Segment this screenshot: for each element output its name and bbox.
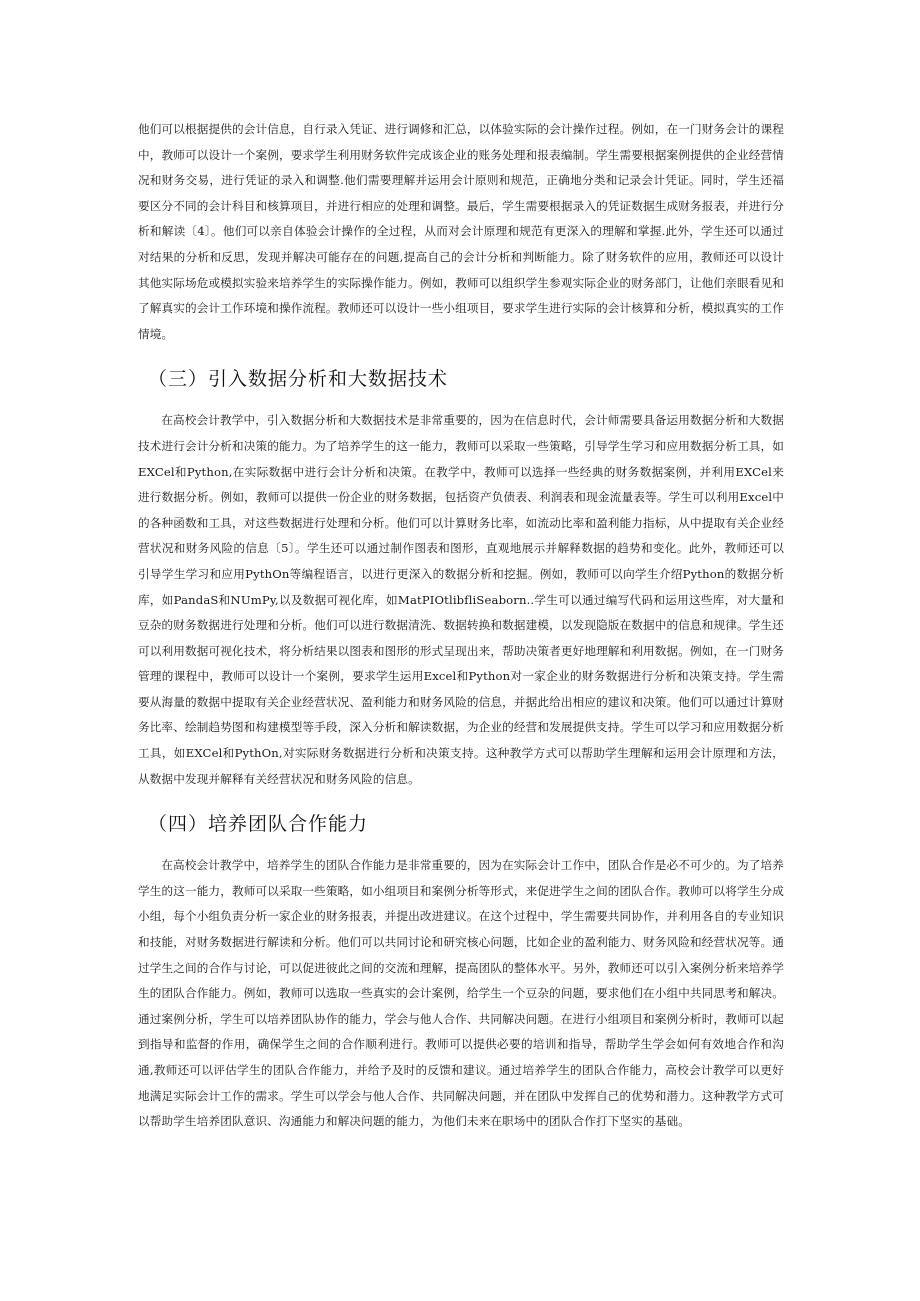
document-page (138, 117, 784, 1135)
section-heading-4: （四）培养团队合作能力 (148, 813, 369, 836)
section-heading-3: （三）引入数据分析和大数据技术 (148, 368, 449, 391)
paragraph-section-3: 在高校会计教学中，引入数据分析和大数据技术是非常重要的，因为在信息时代，会计师需要具备运用数据分析和大数据技术进行会计分析和决策的能力。为了培养学生的这一能力，教师可以采取一些策略，引导学生学习和应用数据分析工具，如EXCel和Python,在实际数据中进行会计分析和决策。在教学中，教师可以选择一些经典的财务数据案例，并利用EXCel来进行数据分析。例如，教师可以提供一份企业的财务数据，包括资产负债表、利润表和现金流量表等。学生可以利用Excel中的各种函数和工具，对这些数据进行处理和分析。他们可以计算财务比率，如流动比率和盈利能力指标，从中提取有关企业经营状况和财务风险的信息〔5〕。学生还可以通过制作图表和图形，直观地展示并解释数据的趋势和变化。此外，教师还可以引导学生学习和应用PythOn等编程语言，以进行更深入的数据分析和挖掘。例如，教师可以向学生介绍Python的数据分析库，如PandaS和NUmPy,以及数据可视化库，如MatPIOtlibfliSeaborn..学生可以通过编写代码和运用这些库，对大量和豆杂的财务数据进行处理和分析。他们可以进行数据清洗、数据转换和数据建模，以发现隐版在数据中的信息和规律。学生还可以利用数据可视化技术，将分析结果以图表和图形的形式呈现出来，帮助决策者更好地理解和利用数据。例如，在一门财务管理的课程中，教师可以设计一个案例，要求学生运用Excel和Python对一家企业的财务数据进行分析和决策支持。学生需要从海量的数据中提取有关企业经营状况、盈利能力和财务风险的信息，并据此给出相应的建议和决策。他们可以通过计算财务比率、绘制趋势图和构建模型等手段，深入分析和解读数据，为企业的经营和发展提供支持。学生可以学习和应用数据分析工具，如EXCel和PythOn,对实际财务数据进行分析和决策支持。这种教学方式可以帮助学生理解和运用会计原理和方法，从数据中发现并解释有关经营状况和财务风险的信息。 (138, 413, 784, 786)
paragraph-section-4: 在高校会计教学中，培养学生的团队合作能力是非常重要的，因为在实际会计工作中，团队合作是必不可少的。为了培养学生的这一能力，教师可以采取一些策略，如小组项目和案例分析等形式，来促进学生之间的团队合作。教帅可以将学生分成小组，每个小组负责分析一家企业的财务报表，并提出改进建议。在这个过程中，学生需要共同协作，并利用各自的专业知识和技能，对财务数据进行解读和分析。他们可以共同讨论和研究核心问题，比如企业的盈利能力、财务风险和经营状况等。通过学生之间的合作与讨论，可以促进彼此之间的交流和理解，提高团队的整体水平。另外，教师还可以引入案例分析来培养学生的团队合作能力。例如，教师可以选取一些真实的会计案例，给学生一个豆杂的问题，要求他们在小组中共同思考和解决。通过案例分析，学生可以培养团队协作的能力，学会与他人合作、共同解决问题。在进行小组项目和案例分析时，教师可以起到指导和监督的作用，确保学生之间的合作顺利进行。教师可以提供必要的培训和指导，帮助学生学会如何有效地合作和沟通,教师还可以评估学生的团队合作能力，并给予及时的反馈和建议。通过培养学生的团队合作能力，高校会计教学可以更好地满足实际会计工作的需求。学生可以学会与他人合作、共同解决问题，并在团队中发挥自己的优势和潜力。这种教学方式可以帮助学生培养团队意识、沟通能力和解决问题的能力，为他们未来在职场中的团队合作打下坚实的基础。 (138, 858, 784, 1129)
paragraph-intro: 他们可以根据提供的会计信息，自行录入凭证、进行调修和汇总，以体验实际的会计操作过程。例如，在一门财务会计的课程中，教师可以设计一个案例，要求学生利用财务软件完成该企业的账务处理和报表编制。学生需要根据案例提供的企业经营情况和财务交易，进行凭证的录入和调整.他们需要理解并运用会计原则和规范，正确地分类和记录会计凭证。同时，学生还福要区分不同的会计科目和核算项目，并进行相应的处理和调整。最后，学生需要根据录入的凭证数据生成财务报表，并进行分析和解读〔4〕。他们可以亲自体验会计操作的全过程，从而对会计原理和规范有更深入的理解和掌握.此外，学生还可以通过对结果的分析和反思，发现并解决可能存在的问题,提高自己的会计分析和判断能力。除了财务软件的应用，教师还可以设计其他实际场危或模拟实验来培养学生的实际操作能力。例如，教师可以组织学生参观实际企业的财务部门，让他们亲眼看见和了解真实的会计工作环境和操作流程。教师还可以设计一些小组项目，要求学生进行实际的会计核算和分析，模拟真实的工作情境。 (138, 122, 784, 341)
